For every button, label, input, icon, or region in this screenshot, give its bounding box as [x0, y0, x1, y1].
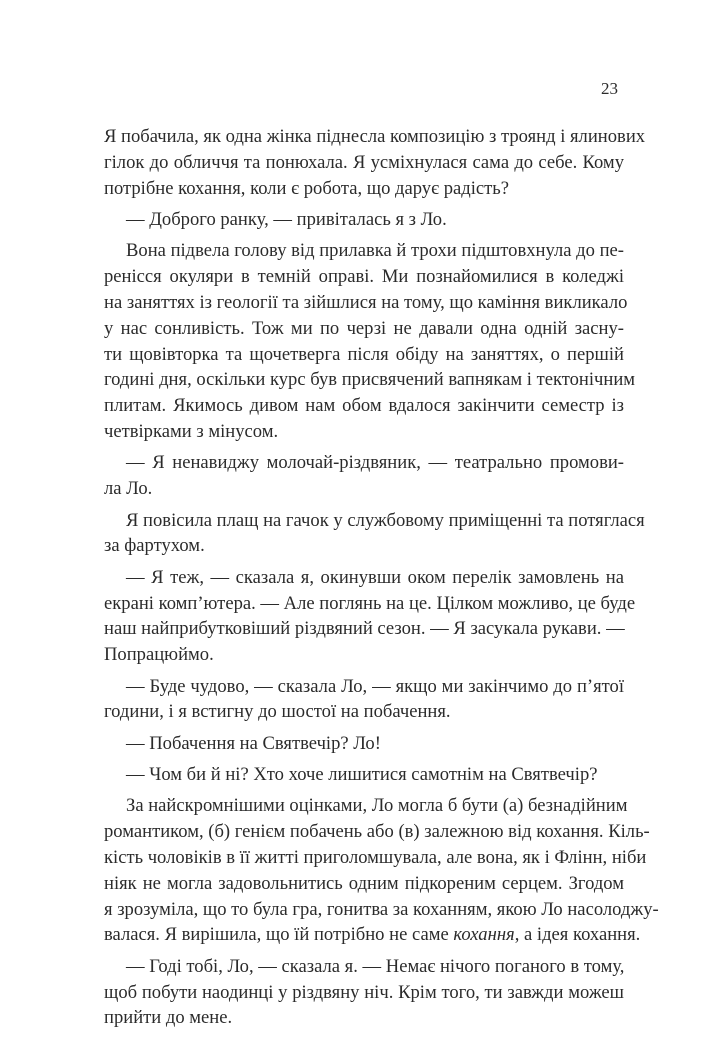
text-line: Я повісила плащ на гачок у службовому приміщенні та потяглася	[126, 509, 645, 531]
paragraph	[104, 565, 636, 668]
text-line: ренісся окуляри в темній оправі. Ми познайомилися в коледжі	[104, 266, 624, 288]
text-line: наш найприбутковіший різдвяний сезон. — Я засукала рукави. —	[104, 618, 625, 640]
text-line: за фартухом.	[104, 535, 205, 557]
text-line: — Я ненавиджу молочай-різдвяник, — театрально промови-	[126, 452, 624, 474]
text-line: екрані комп’ютера. — Але поглянь на це. Цілком можливо, це буде	[104, 592, 636, 614]
text-line: — Чом би й ні? Хто хоче лишитися самотнім на Святвечір?	[126, 764, 598, 786]
text-line: ніяк не могла задовольнитись одним підкореним серцем. Згодом	[104, 872, 624, 894]
italic-text: кохання	[453, 924, 515, 946]
body-text	[104, 124, 659, 1037]
text-line: потрібне кохання, коли є робота, що дарує радість?	[104, 177, 510, 199]
text-line: — Годі тобі, Ло, — сказала я. — Немає нічого поганого в тому,	[126, 955, 625, 977]
text-line: годині дня, оскільки курс був присвячений вапнякам і тектонічним	[104, 369, 636, 391]
text-line: я зрозуміла, що то була гра, гонитва за коханням, якою Ло насолоджу-	[104, 898, 659, 920]
text-line: кість чоловіків в її житті приголомшувала, але вона, як і Флінн, ніби	[104, 847, 647, 869]
text-line: Вона підвела голову від прилавка й трохи підштовхнула до пе-	[126, 240, 624, 262]
paragraph	[104, 793, 659, 948]
text-line: на заняттях із геології та зійшлися на тому, що каміння викликало	[104, 291, 628, 313]
text-line: За найскромнішими оцінками, Ло могла б бути (а) безнадійним	[126, 795, 628, 817]
text-line: валася. Я вирішила, що їй потрібно не саме кохання, а ідея кохання.	[104, 924, 641, 946]
paragraph	[104, 731, 624, 757]
text-line: гілок до обличчя та понюхала. Я усміхнулася сама до себе. Кому	[104, 151, 624, 173]
paragraph	[104, 508, 645, 560]
paragraph	[104, 674, 624, 726]
paragraph	[104, 124, 646, 201]
text-line: четвірками з мінусом.	[104, 420, 279, 442]
text-line: щоб побути наодинці у різдвяну ніч. Крім того, ти завжди можеш	[104, 981, 624, 1003]
text-line: — Побачення на Святвечір? Ло!	[126, 732, 381, 754]
text-line: — Я теж, — сказала я, окинувши оком перелік замовлень на	[126, 566, 624, 588]
text-line: — Доброго ранку, — привіталась я з Ло.	[126, 208, 447, 230]
text-line: Попрацюймо.	[104, 644, 214, 666]
paragraph	[104, 238, 636, 444]
text-line: години, і я встигну до шостої на побачення.	[104, 701, 451, 723]
page-number: 23	[601, 79, 618, 98]
paragraph	[104, 207, 624, 233]
text-line: — Буде чудово, — сказала Ло, — якщо ми закінчимо до п’ятої	[126, 675, 624, 697]
text-line: плитам. Якимось дивом нам обом вдалося закінчити семестр із	[104, 395, 624, 417]
text-line: ла Ло.	[104, 478, 153, 500]
text-line: у нас сонливість. Тож ми по черзі не давали одна одній заснy-	[104, 317, 624, 339]
text-line: романтиком, (б) генієм побачень або (в) залежною від кохання. Кіль-	[104, 821, 650, 843]
text-line: прийти до мене.	[104, 1007, 233, 1029]
paragraph	[104, 450, 624, 502]
text-line: Я побачила, як одна жінка піднесла композицію з троянд і ялинових	[104, 126, 646, 147]
text-line: ти щовівторка та щочетверга після обіду на заняттях, о першій	[104, 343, 624, 365]
paragraph	[104, 954, 624, 1031]
paragraph	[104, 762, 624, 788]
